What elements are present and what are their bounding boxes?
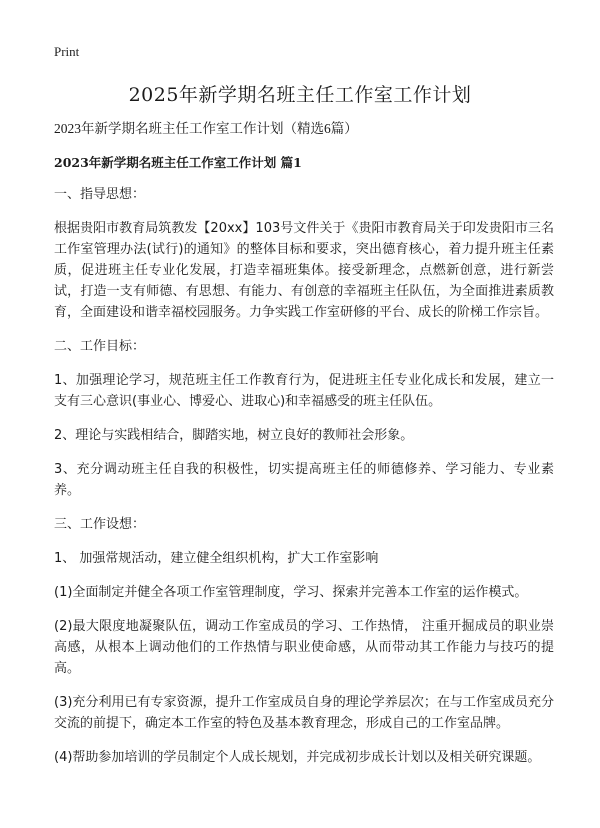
- heading-work-goals: 二、工作目标：: [54, 339, 146, 354]
- plan-subitem-1: (1)全面制定并健全各项工作室管理制度，学习、探索并完善本工作室的运作模式。: [54, 585, 528, 600]
- page-title: 2025年新学期名班主任工作室工作计划: [128, 84, 472, 106]
- document-body: [54, 118, 554, 781]
- heading-guiding-ideology: 一、指导思想：: [54, 187, 146, 202]
- paragraph-guiding-ideology: 根据贵阳市教育局筑教发【20xx】103号文件关于《贵阳市教育局关于印发贵阳市三名工作室管理办法(试行)的通知》的整体目标和要求，突出德育核心，着力提升班主任素质，促进班主任专业化发展，打造幸福班集体。接受新理念，点燃新创意，进行新尝试，打造一支有师德、有思想、有能力、有创意的幸福班主任队伍，为全面推进素质教育，全面建设和谐幸福校园服务。力争实践工作室研修的平台、成长的阶梯工作宗旨。: [54, 221, 554, 320]
- plan-subitem-2: (2)最大限度地凝聚队伍，调动工作室成员的学习、工作热情， 注重开掘成员的职业崇高感，从根本上调动他们的工作热情与职业使命感，从而带动其工作能力与技巧的提高。: [54, 619, 554, 676]
- goal-item-2: 2、理论与实践相结合，脚踏实地，树立良好的教师社会形象。: [54, 428, 414, 443]
- section-title: 2023年新学期名班主任工作室工作计划 篇1: [54, 155, 302, 170]
- document-subtitle: 2023年新学期名班主任工作室工作计划（精选6篇）: [54, 121, 358, 136]
- plan-subitem-4: (4)帮助参加培训的学员制定个人成长规划，并完成初步成长计划以及相关研究课题。: [54, 750, 541, 765]
- plan-item-1: 1、 加强常规活动，建立健全组织机构，扩大工作室影响: [54, 551, 379, 566]
- plan-subitem-3: (3)充分利用已有专家资源，提升工作室成员自身的理论学养层次；在与工作室成员充分交流的前提下，确定本工作室的特色及基本教育理念，形成自己的工作室品牌。: [54, 695, 554, 731]
- goal-item-3: 3、充分调动班主任自我的积极性，切实提高班主任的师德修养、学习能力、专业素养。: [54, 462, 554, 498]
- heading-work-plan: 三、工作设想：: [54, 517, 146, 532]
- print-link[interactable]: Print: [54, 44, 80, 59]
- goal-item-1: 1、加强理论学习，规范班主任工作教育行为，促进班主任专业化成长和发展，建立一支有三心意识(事业心、博爱心、进取心)和幸福感受的班主任队伍。: [54, 373, 554, 409]
